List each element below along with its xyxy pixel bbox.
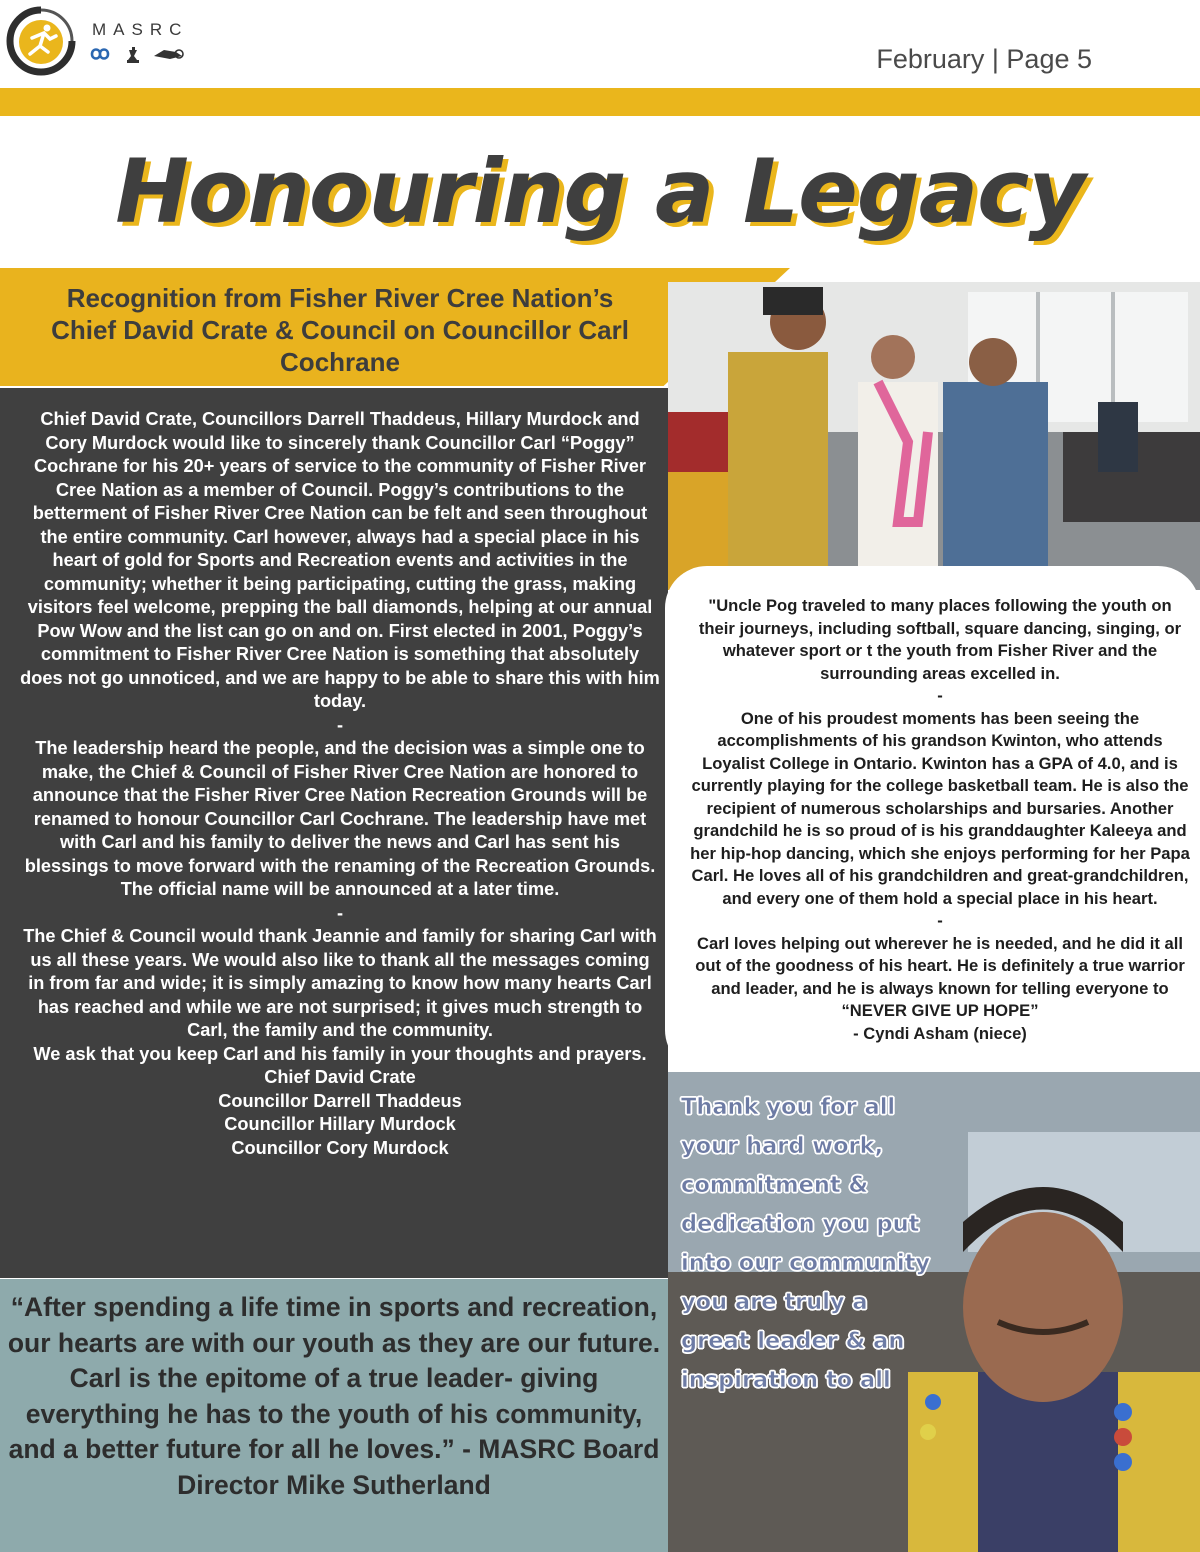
page-title: Honouring a Legacy — [115, 140, 1085, 243]
quote-paragraph: Carl loves helping out wherever he is needed, and he did it all out of the goodness of his heart. He is definitely a true warrior and leader, and he is always known for telling everyone to “NEVER GIVE UP HOPE” — [695, 933, 1185, 1020]
signature-line: Councillor Darrell Thaddeus — [218, 1090, 462, 1111]
subtitle-line: Chief David Crate & Council on Councillor Carl — [51, 315, 629, 345]
overlay-line: great leader & an — [681, 1328, 905, 1354]
paragraph-separator: - — [336, 902, 344, 923]
overlay-line: inspiration to all — [681, 1367, 891, 1393]
niece-quote — [690, 595, 1190, 1045]
board-quote: “After spending a life time in sports and recreation, our hearts are with our youth as they are our future. Carl is the epitome of a true leader- giving everything he has to the youth of his community, and a better future for all he loves.” - MASRC Board Director Mike Sutherland — [7, 1292, 661, 1500]
overlay-line: Thank you for all — [681, 1094, 896, 1120]
signature-line: Councillor Cory Murdock — [231, 1137, 449, 1158]
paragraph-separator: - — [336, 714, 344, 735]
quote-paragraph: One of his proudest moments has been seeing the accomplishments of his grandson Kwinton, who attends Loyalist College in Ontario. Kwinton has a GPA of 4.0, and is currently playing for the college basketball team. He is also the recipient of numerous scholarships and bursaries. Another grandchild he is so proud of is his granddaughter Kaleeya and her hip-hop dancing, which she enjoys performing for her Papa Carl. He loves all of his grandchildren and great-grandchildren, and every one of them hold a special place in his heart. — [690, 708, 1190, 908]
subtitle-line: Cochrane — [280, 347, 400, 377]
header-divider-bar — [0, 88, 1200, 116]
quote-attribution: - Cyndi Asham (niece) — [853, 1023, 1027, 1043]
paragraph-separator: - — [937, 686, 943, 705]
overlay-line: you are truly a — [681, 1289, 868, 1315]
overlay-line: into our community — [681, 1250, 931, 1276]
article-paragraph: Chief David Crate, Councillors Darrell Thaddeus, Hillary Murdock and Cory Murdock would like to sincerely thank Councillor Carl “Poggy” Cochrane for his 20+ years of service to the community of Fisher River Cree Nation as a member of Council. Poggy’s contributions to the betterment of Fisher River Cree Nation can be felt and seen throughout the entire community. Carl however, always had a special place in his heart of gold for Sports and Recreation events and activities in the community; whether it being participating, cutting the grass, making visitors feel welcome, prepping the ball diamonds, helping at our annual Pow Wow and the list can go on and on. First elected in 2001, Poggy’s commitment to Fisher River Cree Nation is something that absolutely does not go unnoticed, and we are happy to be able to share this with him today. — [20, 409, 660, 711]
signature-line: Councillor Hillary Murdock — [224, 1114, 456, 1134]
signature-line: Chief David Crate — [264, 1067, 416, 1087]
brand-icons-strip — [90, 44, 200, 64]
article-paragraph: The leadership heard the people, and the decision was a simple one to make, the Chief & Council of Fisher River Cree Nation are honored to announce that the Fisher River Cree Nation Recreation Grounds will be renamed to honour Councillor Carl Cochrane. The leadership have met with Carl and his family to deliver the news and Carl has sent his blessings to move forward with the renaming of the Recreation Grounds. The official name will be announced at a later time. — [24, 738, 656, 899]
chess-piece-icon — [127, 47, 139, 63]
page-label: February | Page 5 — [876, 44, 1092, 74]
quote-paragraph: "Uncle Pog traveled to many places following the youth on their journeys, including softball, square dancing, singing, or whatever sport or t the youth from Fisher River and the surrounding areas excelled in. — [698, 596, 1182, 683]
overlay-line: dedication you put — [681, 1211, 920, 1237]
subtitle-line: Recognition from Fisher River Cree Nation’s — [66, 283, 614, 313]
masrc-logo-icon — [6, 6, 76, 76]
brand-name: MASRC — [92, 20, 189, 39]
subtitle-text — [20, 282, 660, 378]
overlay-line: your hard work, — [681, 1133, 884, 1159]
overlay-line: commitment & — [681, 1172, 869, 1198]
sport-icon — [154, 50, 183, 59]
article-body — [20, 408, 660, 1160]
article-paragraph: The Chief & Council would thank Jeannie and family for sharing Carl with us all these years. We would also like to thank all the messages coming in from far and wide; it is simply amazing to know how many hearts Carl has reached and while we are not surprised; it gives much strength to Carl, the family and the community. — [23, 926, 657, 1040]
group-photo — [668, 282, 1200, 590]
paragraph-separator: - — [937, 911, 943, 930]
article-paragraph: We ask that you keep Carl and his family in your thoughts and prayers. — [33, 1043, 647, 1064]
infinity-icon — [92, 50, 108, 59]
photo-overlay-text — [681, 1088, 981, 1400]
